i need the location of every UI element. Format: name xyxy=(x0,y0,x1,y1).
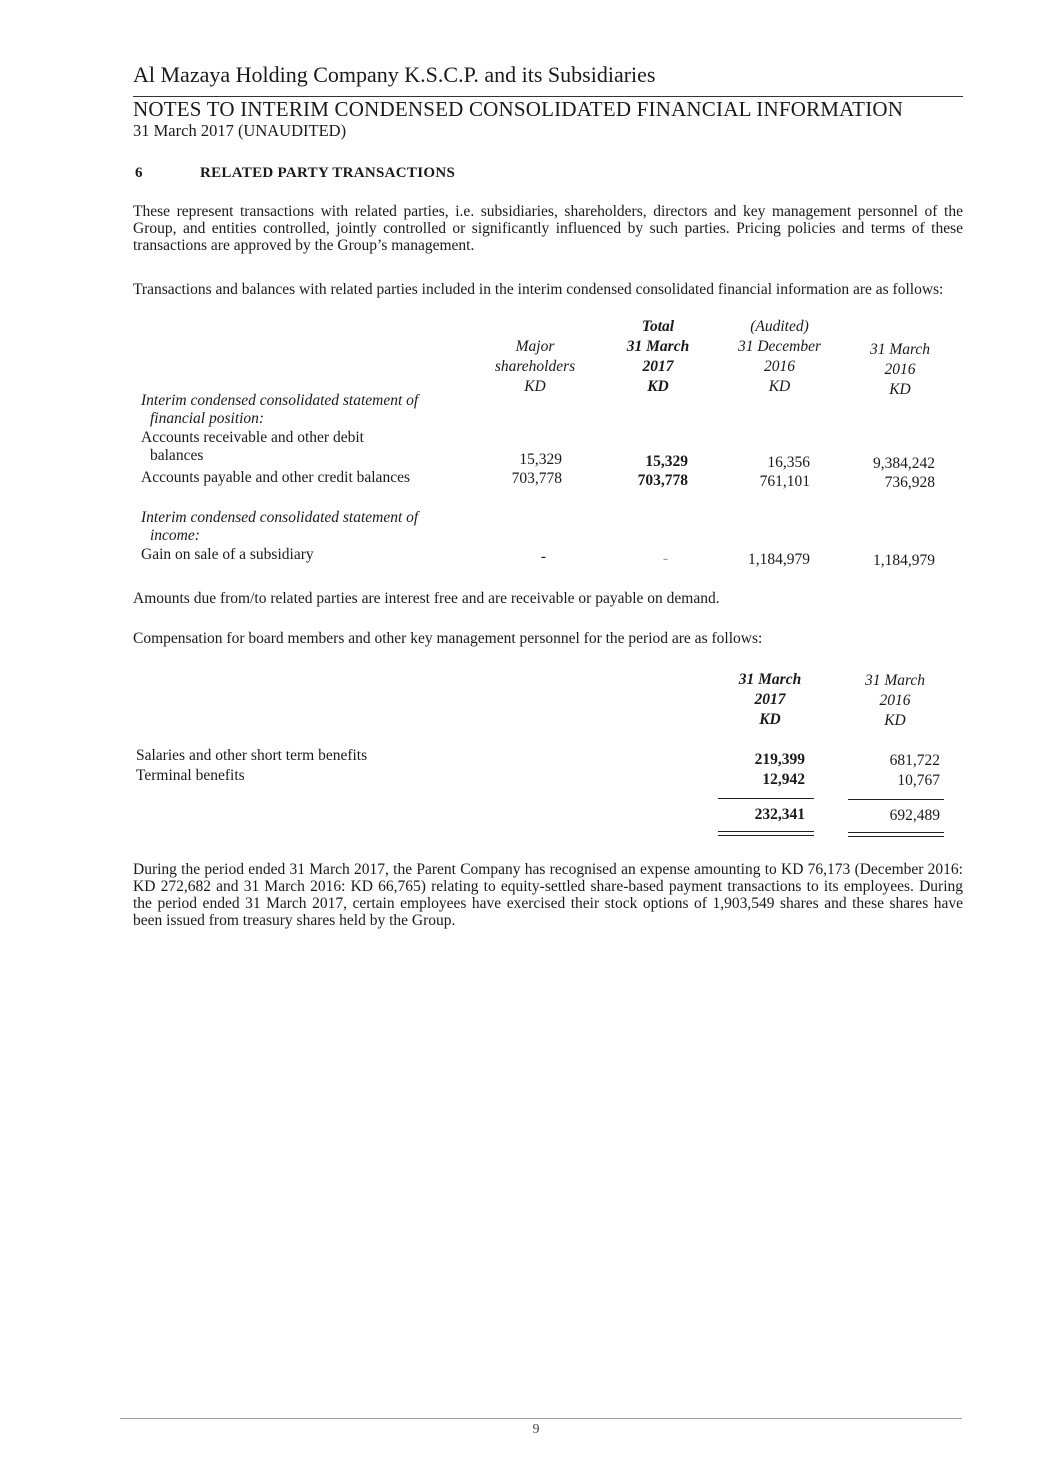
t1-income-v3: 1,184,979 xyxy=(748,551,810,568)
t2-row2-label: Terminal benefits xyxy=(136,767,245,784)
t1-row1-label-1: Accounts receivable and other debit xyxy=(141,429,364,446)
t2-col1-l2: 2017 xyxy=(754,691,786,708)
t1-col-major-shareholders xyxy=(470,317,600,397)
t2-col-2017 xyxy=(715,670,825,730)
section-title: RELATED PARTY TRANSACTIONS xyxy=(200,165,456,181)
t1-inc-heading-1: Interim condensed consolidated statement of xyxy=(141,509,419,526)
t2-col1-l1: 31 March xyxy=(738,671,802,688)
t2-row2-v2: 10,767 xyxy=(897,772,940,789)
t2-subtotal-rule-2 xyxy=(848,799,944,800)
t1-col1-l2: Major xyxy=(515,338,555,355)
t1-row2-label: Accounts payable and other credit balances xyxy=(141,469,410,486)
t1-row2-v1: 703,778 xyxy=(511,470,562,487)
t1-col1-l3: shareholders xyxy=(494,358,576,375)
t1-col-total xyxy=(598,317,718,397)
t2-row1-v2: 681,722 xyxy=(889,752,940,769)
t1-income-label: Gain on sale of a subsidiary xyxy=(141,546,314,563)
intro-paragraph: These represent transactions with related parties, i.e. subsidiaries, shareholders, directors and key management personnel of the Group, and entities controlled, jointly controlled or significantly influenced by such parties. Pricing policies and terms of these transactions are approved by the Group’s management. xyxy=(133,203,963,254)
t1-col1-l1 xyxy=(470,317,600,337)
t1-income-v4: 1,184,979 xyxy=(873,552,935,569)
t2-total-double-rule-1a xyxy=(718,831,814,832)
t1-col2-l4: KD xyxy=(647,378,669,395)
t1-row2-v2: 703,778 xyxy=(637,472,688,489)
t1-row2-v3: 761,101 xyxy=(759,473,810,490)
t2-col2-l2: 2016 xyxy=(879,692,911,709)
t1-row1-v2: 15,329 xyxy=(645,453,688,470)
t1-col2-l2: 31 March xyxy=(626,338,690,355)
report-date: 31 March 2017 (UNAUDITED) xyxy=(133,121,347,140)
t1-row1-v4: 9,384,242 xyxy=(873,455,935,472)
t1-income-v2: - xyxy=(662,550,668,567)
t1-row1-v1: 15,329 xyxy=(519,451,562,468)
company-name: Al Mazaya Holding Company K.S.C.P. and its Subsidiaries xyxy=(133,62,656,87)
notes-title: NOTES TO INTERIM CONDENSED CONSOLIDATED FINANCIAL INFORMATION xyxy=(133,97,904,121)
t2-col2-l1: 31 March xyxy=(864,672,926,689)
table-intro-paragraph: Transactions and balances with related parties included in the interim condensed consolidated financial information are as follows: xyxy=(133,281,944,298)
t1-col3-l4: KD xyxy=(768,378,791,395)
page-number: 9 xyxy=(532,1422,540,1437)
t1-col-march-2016 xyxy=(840,320,960,400)
t2-total-v1: 232,341 xyxy=(754,806,805,823)
t2-subtotal-rule-1 xyxy=(718,798,814,799)
t2-total-double-rule-1b xyxy=(718,835,814,836)
t1-fp-heading-1: Interim condensed consolidated statement of xyxy=(141,392,419,409)
t1-income-v1: - xyxy=(540,548,546,565)
t2-row1-label: Salaries and other short term benefits xyxy=(136,747,368,764)
t2-row1-v1: 219,399 xyxy=(754,751,805,768)
t2-col1-l3: KD xyxy=(759,711,781,728)
share-based-payment-paragraph: During the period ended 31 March 2017, the Parent Company has recognised an expense amounting to KD 76,173 (December 2016: KD 272,682 and 31 March 2016: KD 66,765) relating to equity-settled share-based payment transactions to its employees. During the period ended 31 March 2017, certain employees have exercised their stock options of 1,903,549 shares and these shares have been issued from treasury shares held by the Group. xyxy=(133,861,963,929)
t2-col2-l3: KD xyxy=(884,712,906,729)
t1-col2-l1: Total xyxy=(641,318,675,335)
t1-fp-heading-2: financial position: xyxy=(150,410,265,427)
amounts-note: Amounts due from/to related parties are interest free and are receivable or payable on demand. xyxy=(133,590,720,607)
t2-col-2016 xyxy=(840,671,950,731)
t2-total-double-rule-2a xyxy=(848,832,944,833)
t1-col3-l2: 31 December xyxy=(737,338,822,355)
t1-col4-l4: KD xyxy=(889,381,911,398)
t1-col4-l2: 31 March xyxy=(869,341,931,358)
t1-col1-l4: KD xyxy=(524,378,546,395)
t1-col4-l1 xyxy=(840,320,960,340)
compensation-intro: Compensation for board members and other key management personnel for the period are as follows: xyxy=(133,630,763,647)
footer-rule xyxy=(120,1418,962,1419)
t2-row2-v1: 12,942 xyxy=(762,771,805,788)
t1-row1-v3: 16,356 xyxy=(767,454,810,471)
t1-col3-l3: 2016 xyxy=(764,358,795,375)
t1-row1-label-2: balances xyxy=(150,447,204,464)
t1-inc-heading-2: income: xyxy=(150,527,200,544)
t1-col2-l3: 2017 xyxy=(642,358,674,375)
t1-col3-l1: (Audited) xyxy=(750,318,809,335)
t2-total-double-rule-2b xyxy=(848,836,944,837)
section-number: 6 xyxy=(135,165,143,181)
t1-col-audited xyxy=(712,317,847,397)
t2-total-v2: 692,489 xyxy=(889,807,940,824)
t1-col4-l3: 2016 xyxy=(884,361,916,378)
t1-row2-v4: 736,928 xyxy=(884,474,935,491)
